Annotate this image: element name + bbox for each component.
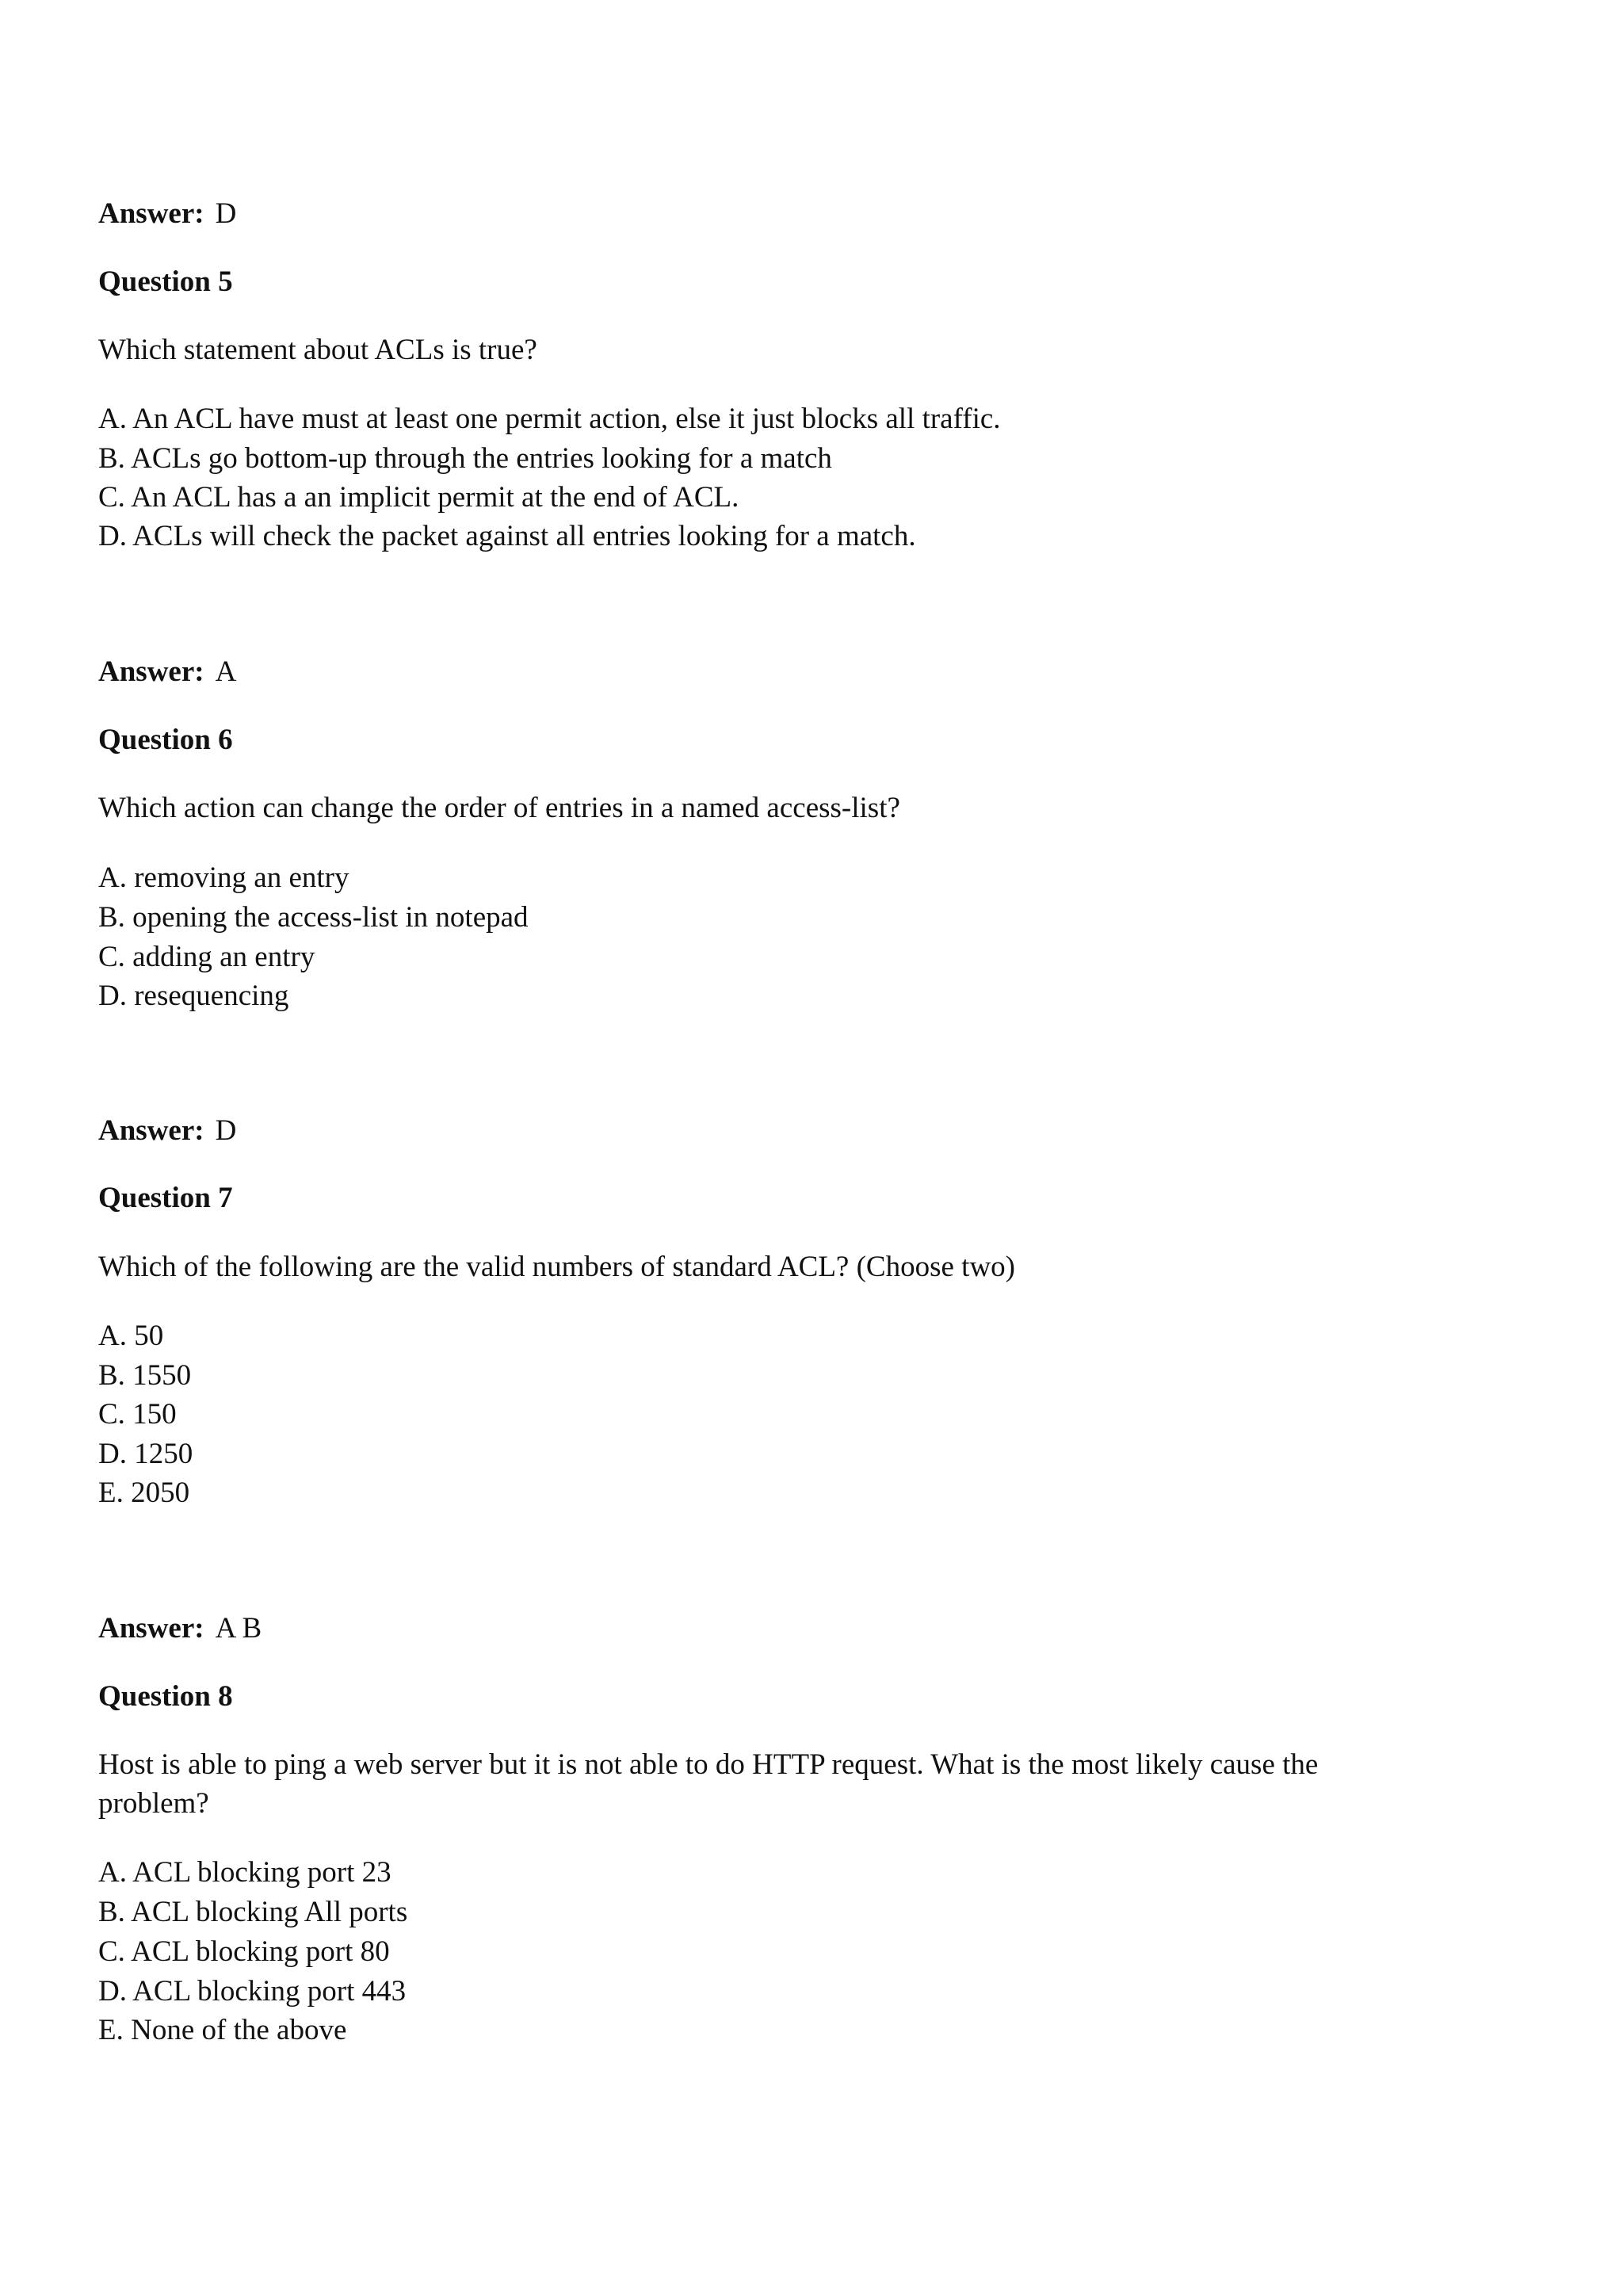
option-a: A. removing an entry (98, 861, 349, 894)
question-text: Which of the following are the valid numbers of standard ACL? (Choose two) (98, 1251, 1015, 1283)
option-e: E. None of the above (98, 2014, 347, 2046)
answer-label: Answer: (98, 655, 204, 688)
answer-label: Answer: (98, 1114, 204, 1147)
answer-value: D (215, 1114, 237, 1147)
option-b: B. opening the access-list in notepad (98, 901, 529, 934)
option-b: B. ACLs go bottom-up through the entries looking for a match (98, 442, 832, 475)
answer-label: Answer: (98, 197, 204, 230)
option-c: C. 150 (98, 1398, 177, 1431)
answer-value: A B (215, 1612, 262, 1645)
answer-line (98, 1112, 236, 1150)
question-title: Question 7 (98, 1182, 233, 1214)
option-b: B. 1550 (98, 1359, 192, 1392)
option-c: C. ACL blocking port 80 (98, 1935, 390, 1968)
question-title: Question 5 (98, 266, 233, 298)
option-c: C. An ACL has a an implicit permit at the end of ACL. (98, 481, 739, 514)
question-text: Which action can change the order of entries in a named access-list? (98, 792, 900, 824)
answer-line (98, 1610, 262, 1648)
answer-line (98, 653, 236, 691)
question-text-line-1: Host is able to ping a web server but it is not able to do HTTP request. What is the most likely cause the (98, 1748, 1319, 1781)
option-d: D. resequencing (98, 980, 289, 1012)
option-d: D. ACLs will check the packet against all entries looking for a match. (98, 520, 916, 552)
answer-line (98, 195, 236, 233)
answer-label: Answer: (98, 1612, 204, 1645)
option-a: A. 50 (98, 1320, 164, 1352)
option-c: C. adding an entry (98, 941, 315, 973)
question-title: Question 8 (98, 1680, 233, 1713)
option-d: D. 1250 (98, 1438, 193, 1470)
option-d: D. ACL blocking port 443 (98, 1975, 407, 2008)
answer-value: D (215, 197, 237, 230)
option-e: E. 2050 (98, 1477, 190, 1509)
answer-value: A (215, 655, 237, 688)
question-text-line-2: problem? (98, 1787, 209, 1820)
option-a: A. An ACL have must at least one permit action, else it just blocks all traffic. (98, 403, 1001, 435)
question-title: Question 6 (98, 724, 233, 756)
option-a: A. ACL blocking port 23 (98, 1856, 391, 1889)
question-text: Which statement about ACLs is true? (98, 334, 537, 366)
option-b: B. ACL blocking All ports (98, 1896, 408, 1928)
